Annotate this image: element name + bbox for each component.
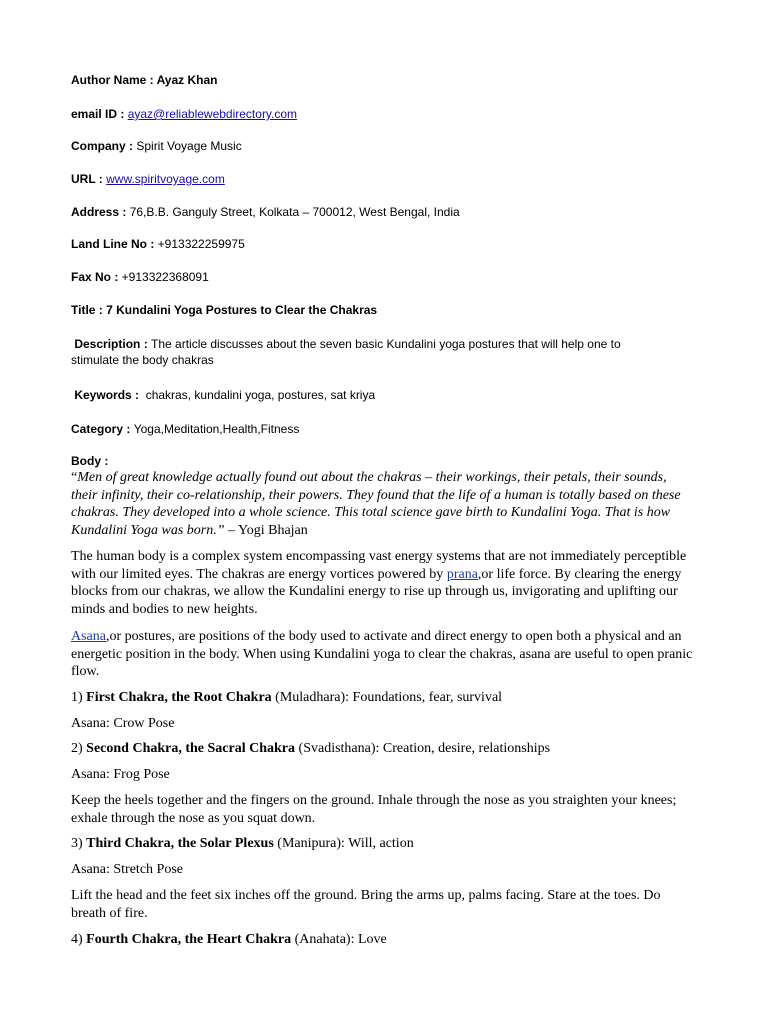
quote-open-mark: “ [71, 470, 78, 485]
chakra-1-asana: Asana: Crow Pose [71, 716, 175, 731]
title-value: 7 Kundalini Yoga Postures to Clear the Chakras [106, 303, 378, 317]
fax-label: Fax No : [71, 270, 122, 284]
prana-link[interactable]: prana [446, 566, 478, 582]
chakra-3-heading [71, 835, 711, 853]
chakra-3-details: (Manipura): Will, action [273, 836, 414, 851]
author-name: Ayaz Khan [156, 73, 218, 87]
chakra-1-heading [71, 689, 711, 707]
body-label: Body : [71, 454, 109, 468]
address-line [71, 204, 691, 220]
chakra-2-heading [71, 740, 711, 758]
p1-text-before: The human body is a complex system encompassing vast energy systems that are not immediately perceptible with our limited eyes. The chakras are energy vortices powered by [71, 549, 687, 582]
author-line [71, 72, 691, 88]
company-line [71, 138, 691, 154]
fax-value: +913322368091 [121, 270, 209, 284]
category-value: Yoga,Meditation,Health,Fitness [133, 422, 300, 436]
p1-text-after: ,or life force. By clearing the energy blocks from our chakras, we allow the Kundalini energy to rise up through us, invigorating and uplifting our minds and bodies to new heights. [71, 566, 682, 617]
landline-value: +913322259975 [157, 237, 245, 251]
category-label: Category : [71, 422, 134, 436]
asana-link[interactable]: Asana [71, 629, 106, 644]
title-label: Title : [71, 303, 107, 317]
chakra-4-heading [71, 931, 711, 949]
chakra-1-name: First Chakra, the Root Chakra [86, 690, 272, 705]
chakra-3-number: 3) [71, 836, 87, 851]
chakra-4-details: (Anahata): Love [291, 932, 387, 947]
description-label: Description : [74, 337, 152, 351]
description-line [71, 336, 671, 368]
chakra-2-details: (Svadisthana): Creation, desire, relationships [295, 741, 551, 756]
chakra-1-details: (Muladhara): Foundations, fear, survival [271, 690, 503, 705]
paragraph-asana [71, 628, 693, 681]
chakra-3-asana: Asana: Stretch Pose [71, 862, 183, 877]
chakra-3-name: Third Chakra, the Solar Plexus [86, 836, 274, 851]
url-label: URL : [71, 172, 107, 186]
keywords-label: Keywords : [74, 388, 143, 402]
author-label: Author Name : [71, 73, 157, 87]
chakra-3-description: Lift the head and the feet six inches off the ground. Bring the arms up, palms facing. Stare at the toes. Do breath of fire. [71, 888, 661, 921]
email-link[interactable]: ayaz@reliablewebdirectory.com [127, 107, 298, 121]
quote-attribution: – Yogi Bhajan [224, 522, 308, 538]
description-value: The article discusses about the seven basic Kundalini yoga postures that will help one to stimulate the body chakras [71, 337, 621, 367]
company-label: Company : [71, 139, 137, 153]
company-value: Spirit Voyage Music [136, 139, 242, 153]
address-label: Address : [71, 205, 130, 219]
category-line [71, 421, 691, 437]
chakra-4-number: 4) [71, 932, 87, 947]
address-value: 76,B.B. Ganguly Street, Kolkata – 700012, West Bengal, India [129, 205, 460, 219]
fax-line [71, 269, 691, 285]
opening-quote [71, 469, 693, 539]
landline-label: Land Line No : [71, 237, 158, 251]
chakra-1-number: 1) [71, 690, 87, 705]
paragraph-energy [71, 548, 693, 618]
url-line [71, 171, 691, 187]
url-link[interactable]: www.spiritvoyage.com [106, 172, 225, 186]
chakra-2-name: Second Chakra, the Sacral Chakra [86, 741, 296, 756]
landline-line [71, 236, 691, 252]
title-line [71, 302, 691, 318]
chakra-2-description: Keep the heels together and the fingers on the ground. Inhale through the nose as you straighten your knees; exhale through the nose as you squat down. [71, 793, 677, 826]
keywords-value: chakras, kundalini yoga, postures, sat kriya [145, 388, 376, 402]
chakra-2-asana: Asana: Frog Pose [71, 767, 170, 782]
chakra-2-number: 2) [71, 741, 87, 756]
quote-text: Men of great knowledge actually found out about the chakras – their workings, their petals, their sounds, their infinity, their co-relationship, their powers. They found that the life of a human is totally based on these chakras. They developed into a whole science. This total science gave birth to Kundalini Yoga. That is how Kundalini Yoga was born.” [71, 470, 681, 538]
email-line [71, 106, 691, 122]
body-heading [71, 453, 691, 469]
email-label: email ID : [71, 107, 128, 121]
p2-text-after: ,or postures, are positions of the body used to activate and direct energy to open both a physical and an energetic position in the body. When using Kundalini yoga to clear the chakras, asana are useful to open pranic flow. [71, 629, 693, 679]
keywords-line [71, 387, 691, 403]
chakra-4-name: Fourth Chakra, the Heart Chakra [86, 932, 292, 947]
